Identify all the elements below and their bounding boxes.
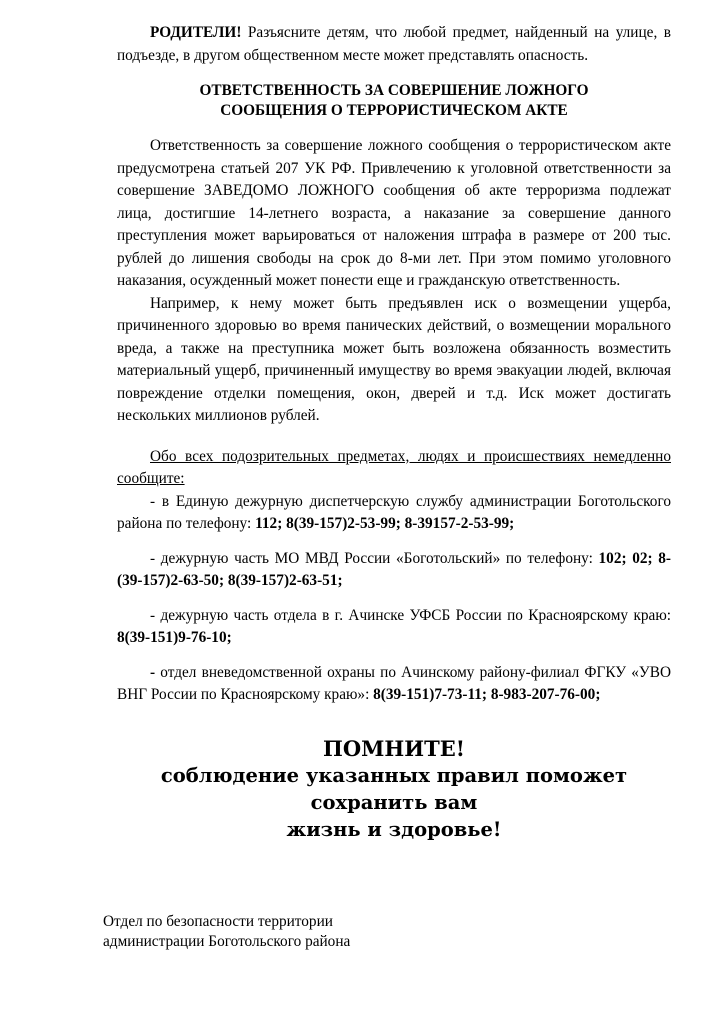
contact-item bbox=[117, 662, 671, 707]
remember-line-2: жизнь и здоровье! bbox=[286, 817, 502, 841]
document-body bbox=[117, 22, 671, 843]
paragraph-liability: Ответственность за совершение ложного сообщения о террористическом акте предусмотрена статьей 207 УК РФ. Привлечению к уголовной ответственности за совершение ЗАВЕДОМО ЛОЖНОГО сообщения об акте терроризма подлежат лица, достигшие 14-летнего возраста, а наказание за совершение данного преступления может варьироваться от наложения штрафа в размере от 200 тыс. рублей до лишения свободы на срок до 8-ми лет. При этом помимо уголовного наказания, осужденный может понести еще и гражданскую ответственность. bbox=[117, 137, 671, 289]
intro-paragraph bbox=[117, 22, 671, 67]
contact-item bbox=[117, 548, 671, 593]
contact-phones: 102; 02; 8-(39-157)2-63-50; 8(39-157)2-63-51; bbox=[117, 549, 671, 589]
contact-text: - дежурную часть МО МВД России «Боготольский» по телефону: bbox=[150, 549, 599, 567]
heading-line-1: ОТВЕТСТВЕННОСТЬ ЗА СОВЕРШЕНИЕ ЛОЖНОГО bbox=[199, 82, 589, 99]
contact-text: отдел вневедомственной охраны по Ачинскому району-филиал ФГКУ «УВО ВНГ России по Красноярскому краю»: bbox=[117, 663, 671, 703]
spacer bbox=[117, 707, 671, 735]
spacer bbox=[117, 536, 671, 548]
spacer bbox=[117, 593, 671, 605]
contact-text: - дежурную часть отдела в г. Ачинске УФСБ России по Красноярскому краю: bbox=[150, 606, 671, 624]
contact-phones: 8(39-151)7-73-11; 8-983-207-76-00; bbox=[373, 686, 601, 703]
paragraph-civil-claim: Например, к нему может быть предъявлен иск о возмещении ущерба, причиненного здоровью во время панических действий, о возмещении морального вреда, а также на преступника может быть возложена обязанность возместить материальный ущерб, причиненный имуществу во время эвакуации людей, включая повреждение отделки помещения, окон, дверей и т.д. Иск может достигать нескольких миллионов рублей. bbox=[117, 294, 671, 424]
contact-item bbox=[117, 491, 671, 536]
spacer bbox=[117, 650, 671, 662]
contact-text: - в Единую дежурную диспетчерскую службу администрации Боготольского района по телефону: bbox=[117, 492, 671, 532]
intro-lead: РОДИТЕЛИ! bbox=[150, 24, 242, 41]
contact-phones: 8(39-151)9-76-10; bbox=[117, 629, 232, 646]
notify-header bbox=[117, 446, 671, 491]
footer-line-1: Отдел по безопасности территории bbox=[103, 913, 333, 930]
intro-text: Разъясните детям, что любой предмет, найденный на улице, в подъезде, в другом общественном месте может представлять опасность. bbox=[117, 24, 671, 64]
contact-item bbox=[117, 605, 671, 650]
heading-line-2: СООБЩЕНИЯ О ТЕРРОРИСТИЧЕСКОМ АКТЕ bbox=[220, 102, 568, 119]
spacer bbox=[117, 428, 671, 446]
footer-signature bbox=[103, 912, 350, 952]
footer-line-2: администрации Боготольского района bbox=[103, 933, 351, 950]
remember-block bbox=[117, 735, 671, 843]
contact-phones: 112; 8(39-157)2-53-99; 8-39157-2-53-99; bbox=[255, 515, 515, 532]
contact-dash: - bbox=[150, 663, 156, 681]
remember-line-1: соблюдение указанных правил поможет сохранить вам bbox=[160, 763, 628, 814]
notify-header-text: Обо всех подозрительных предметах, людях и происшествиях немедленно сообщите: bbox=[117, 447, 671, 487]
remember-title: ПОМНИТЕ! bbox=[323, 735, 465, 761]
section-heading bbox=[117, 81, 671, 121]
